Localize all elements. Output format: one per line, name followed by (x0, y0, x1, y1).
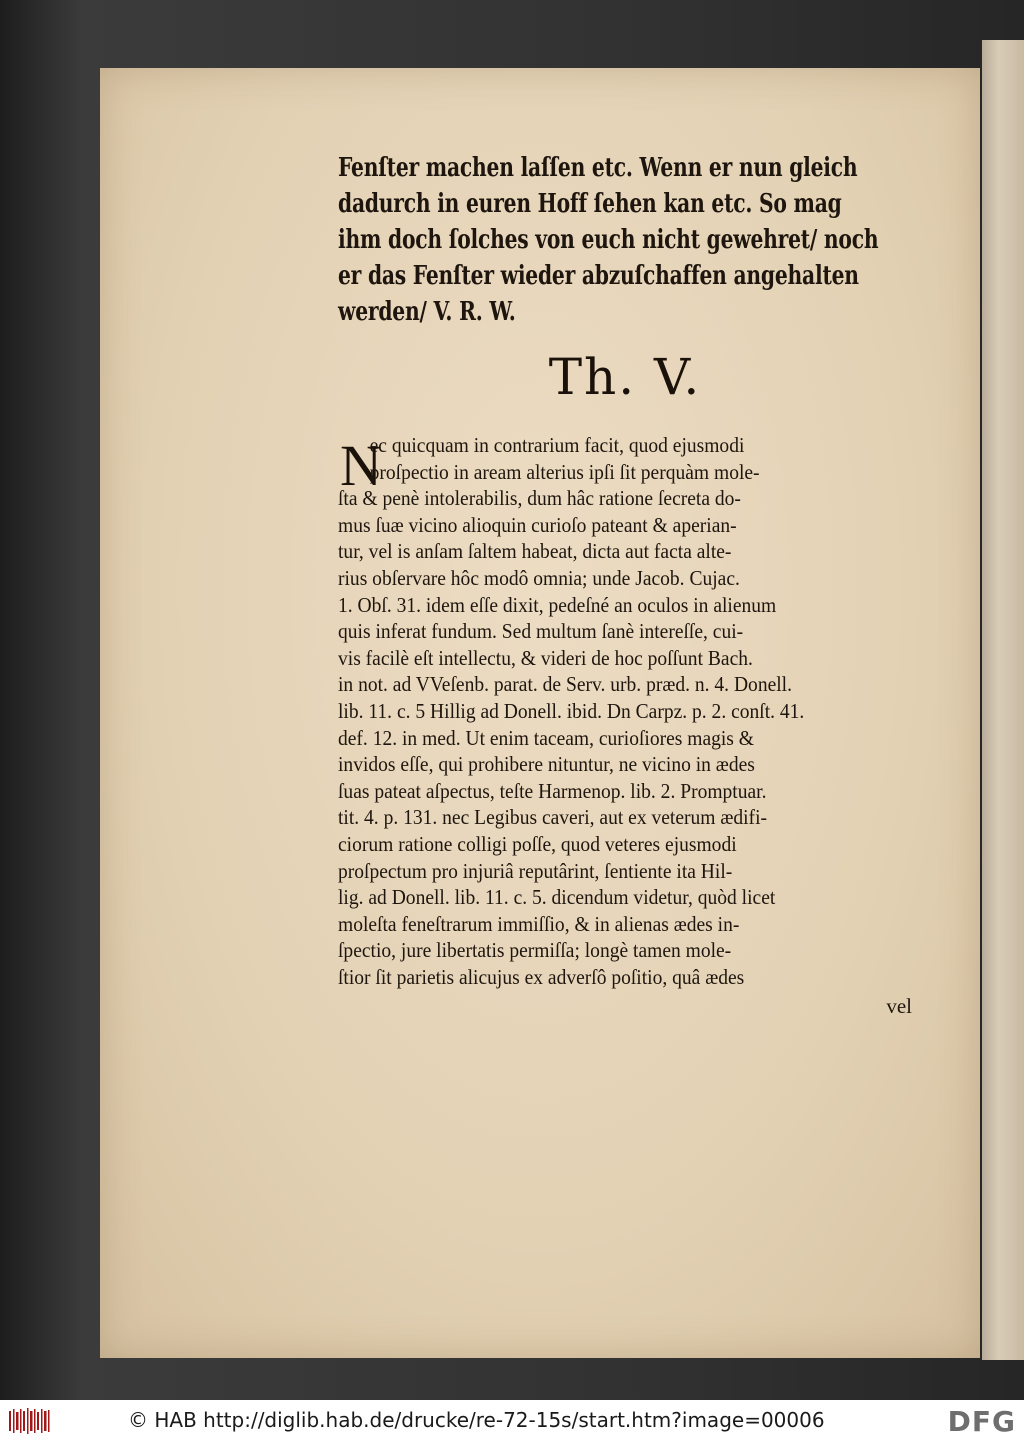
latin-line: moleſta feneſtrarum immiſſio, & in alienas ædes in- (338, 911, 740, 936)
latin-line: tur, vel is anſam ſaltem habeat, dicta aut facta alte- (338, 539, 732, 564)
latin-line: lib. 11. c. 5 Hillig ad Donell. ibid. Dn Carpz. p. 2. conſt. 41. (338, 698, 805, 723)
hab-barcode-logo-icon (8, 1407, 52, 1435)
latin-line: proſpectum pro injuriâ reputârint, ſentiente ita Hil- (338, 858, 733, 883)
latin-line: lig. ad Donell. lib. 11. c. 5. dicendum videtur, quòd licet (338, 885, 776, 910)
thesis-heading: Th. V. (548, 348, 702, 406)
latin-line: invidos eſſe, qui prohibere nituntur, ne vicino in ædes (338, 752, 755, 777)
latin-passage (338, 432, 912, 1020)
latin-line: quis inferat fundum. Sed multum ſanè intereſſe, cui- (338, 619, 744, 644)
german-line: dadurch in euren Hoff ſehen kan etc. So mag (338, 189, 842, 219)
viewer-footer (0, 1400, 1024, 1442)
facing-page-edge (982, 40, 1024, 1360)
latin-line: 1. Obſ. 31. idem eſſe dixit, pedeſné an oculos in alienum (338, 592, 777, 617)
german-line: ihm doch ſolches von euch nicht gewehret/ noch (338, 225, 879, 255)
german-passage (338, 150, 912, 330)
german-line: er das Fenſter wieder abzuſchaffen angehalten (338, 261, 859, 291)
latin-line: tit. 4. p. 131. nec Legibus caveri, aut ex veterum ædifi- (338, 805, 768, 830)
catchword: vel (886, 994, 912, 1019)
latin-line: mus ſuæ vicino alioquin curioſo pateant & aperian- (338, 512, 737, 537)
text-block (338, 150, 912, 1020)
dfg-logo: DFG (947, 1405, 1016, 1438)
latin-line: ſpectio, jure libertatis permiſſa; longè tamen mole- (338, 938, 732, 963)
drop-cap: N (340, 433, 382, 498)
latin-line: def. 12. in med. Ut enim taceam, curioſiores magis & (338, 725, 754, 750)
latin-line: rius obſervare hôc modô omnia; unde Jacob. Cujac. (338, 565, 740, 590)
latin-line: in not. ad VVeſenb. parat. de Serv. urb. præd. n. 4. Donell. (338, 672, 792, 697)
latin-line: ſta & penè intolerabilis, dum hâc ratione ſecreta do- (338, 486, 741, 511)
copyright-link[interactable]: © HAB http://diglib.hab.de/drucke/re-72-15s/start.htm?image=00006 (128, 1408, 825, 1432)
german-line: Fenſter machen laſſen etc. Wenn er nun gleich (338, 153, 858, 183)
latin-line: proſpectio in aream alterius ipſi ſit perquàm mole- (369, 459, 760, 484)
latin-line: ſtior ſit parietis alicujus ex adverſô poſitio, quâ ædes (338, 964, 745, 989)
latin-line: ciorum ratione colligi poſſe, quod veteres ejusmodi (338, 831, 737, 856)
latin-line: ec quicquam in contrarium facit, quod ejusmodi (369, 433, 745, 457)
german-line: werden/ V. R. W. (338, 297, 516, 327)
latin-line: vis facilè eſt intellectu, & videri de hoc poſſunt Bach. (338, 645, 753, 670)
latin-line: ſuas pateat aſpectus, teſte Harmenop. lib. 2. Promptuar. (338, 778, 767, 803)
